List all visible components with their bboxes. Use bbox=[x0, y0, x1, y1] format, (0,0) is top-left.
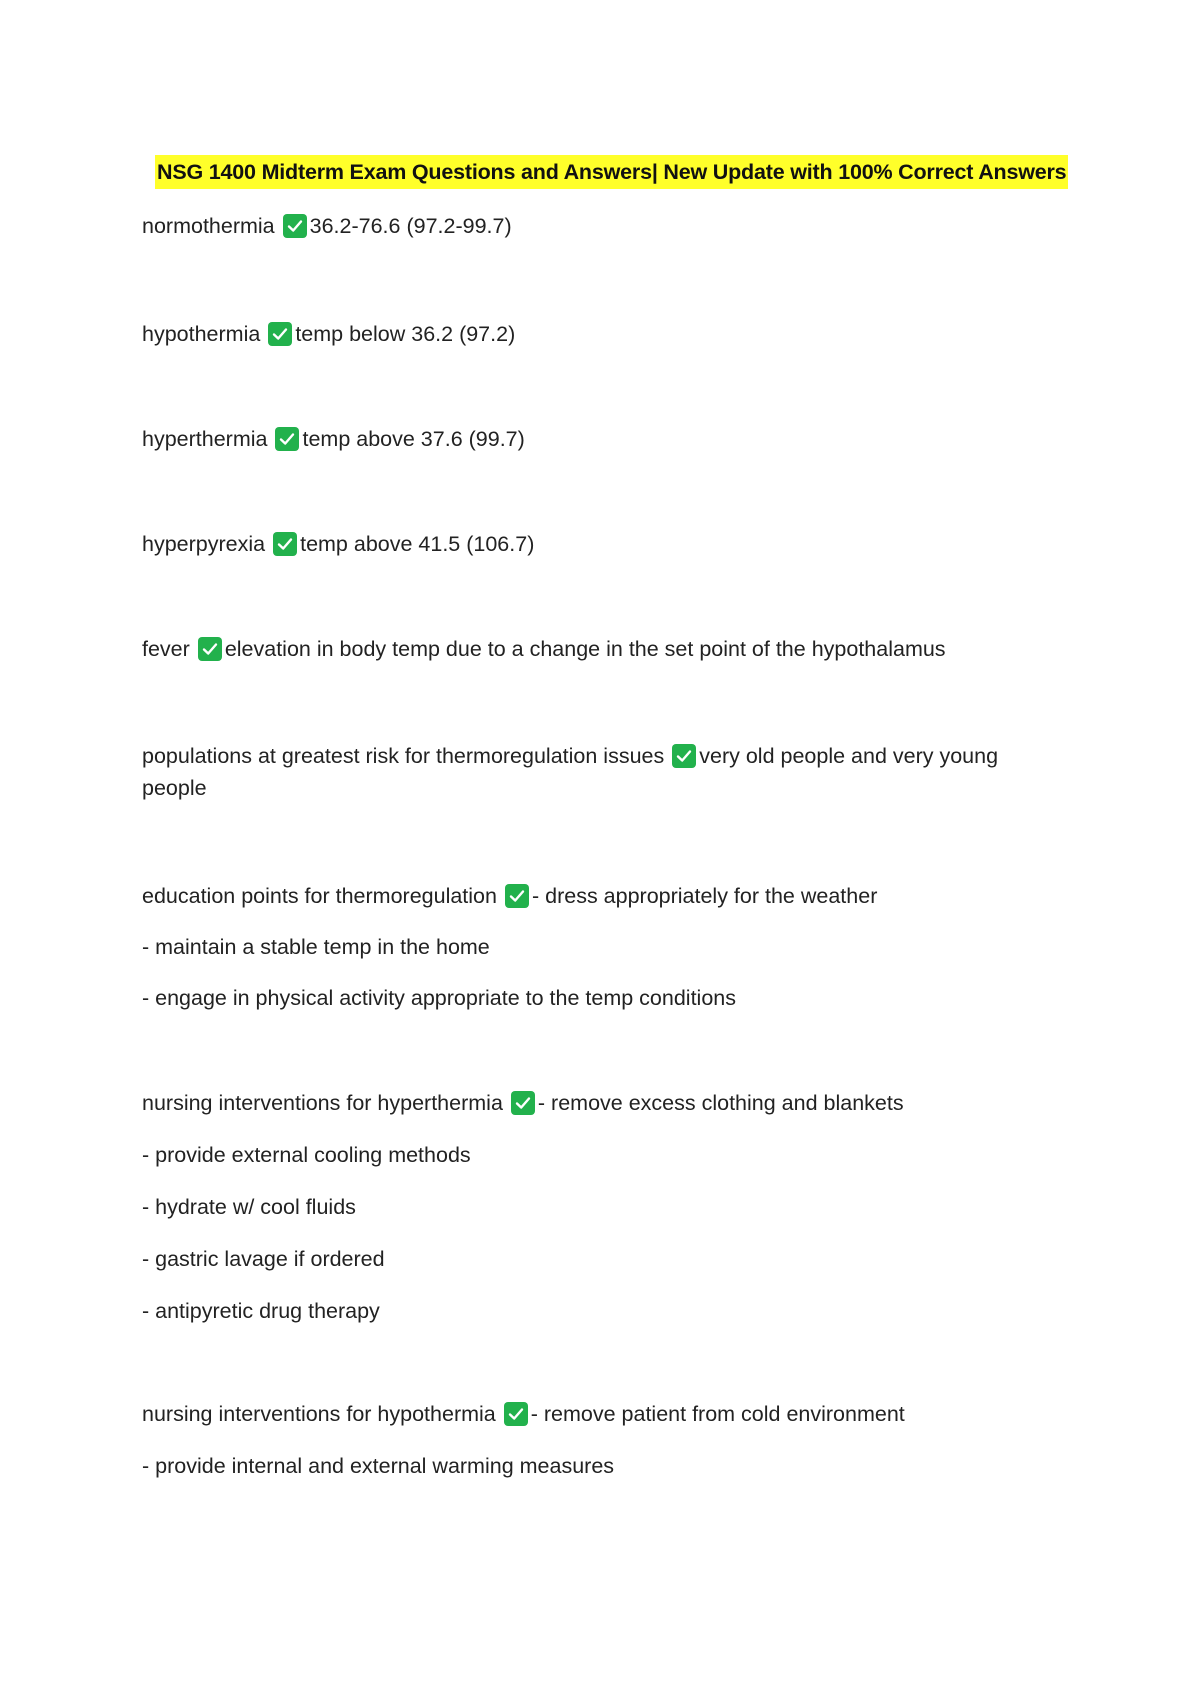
document-title: NSG 1400 Midterm Exam Questions and Answers| New Update with 100% Correct Answers bbox=[155, 155, 1068, 189]
check-box-icon bbox=[268, 322, 292, 346]
answer-continuation: - provide external cooling methods bbox=[142, 1143, 471, 1167]
answer: temp above 41.5 (106.7) bbox=[300, 532, 535, 556]
answer: elevation in body temp due to a change in the set point of the hypothalamus bbox=[224, 637, 946, 661]
title-block bbox=[155, 155, 1067, 189]
term: hypothermia bbox=[142, 322, 261, 346]
check-box-icon bbox=[273, 532, 297, 556]
answer: - dress appropriately for the weather bbox=[531, 884, 878, 908]
check-box-icon bbox=[672, 744, 696, 768]
check-box-icon bbox=[504, 1402, 528, 1426]
qa-item bbox=[142, 318, 1042, 350]
check-box-icon bbox=[198, 637, 222, 661]
answer-continuation: - provide internal and external warming measures bbox=[142, 1454, 615, 1478]
check-box-icon bbox=[275, 427, 299, 451]
answer: - remove patient from cold environment bbox=[530, 1402, 905, 1426]
qa-item bbox=[142, 423, 1042, 455]
answer: temp above 37.6 (99.7) bbox=[302, 427, 525, 451]
answer-continuation: - antipyretic drug therapy bbox=[142, 1299, 380, 1323]
answer: temp below 36.2 (97.2) bbox=[295, 322, 516, 346]
term: hyperpyrexia bbox=[142, 532, 266, 556]
check-box-icon bbox=[505, 884, 529, 908]
answer: - remove excess clothing and blankets bbox=[537, 1091, 904, 1115]
term: nursing interventions for hypothermia bbox=[142, 1402, 496, 1426]
term: normothermia bbox=[142, 214, 275, 238]
answer-continuation: - maintain a stable temp in the home bbox=[142, 935, 490, 959]
term: education points for thermoregulation bbox=[142, 884, 497, 908]
qa-item bbox=[142, 210, 1042, 242]
check-box-icon bbox=[283, 214, 307, 238]
qa-item bbox=[142, 1087, 1042, 1327]
term: fever bbox=[142, 637, 190, 661]
term: populations at greatest risk for thermoregulation issues bbox=[142, 744, 665, 768]
answer: very old people and very young people bbox=[142, 744, 999, 800]
answer-continuation: - engage in physical activity appropriate to the temp conditions bbox=[142, 986, 736, 1010]
answer-continuation: - gastric lavage if ordered bbox=[142, 1247, 385, 1271]
qa-item bbox=[142, 528, 1042, 560]
term: hyperthermia bbox=[142, 427, 268, 451]
qa-item bbox=[142, 1398, 1042, 1482]
qa-item bbox=[142, 880, 1042, 1014]
answer-continuation: - hydrate w/ cool fluids bbox=[142, 1195, 356, 1219]
term: nursing interventions for hyperthermia bbox=[142, 1091, 503, 1115]
qa-item bbox=[142, 633, 1042, 665]
qa-item bbox=[142, 740, 1042, 804]
check-box-icon bbox=[511, 1091, 535, 1115]
answer: 36.2-76.6 (97.2-99.7) bbox=[309, 214, 512, 238]
